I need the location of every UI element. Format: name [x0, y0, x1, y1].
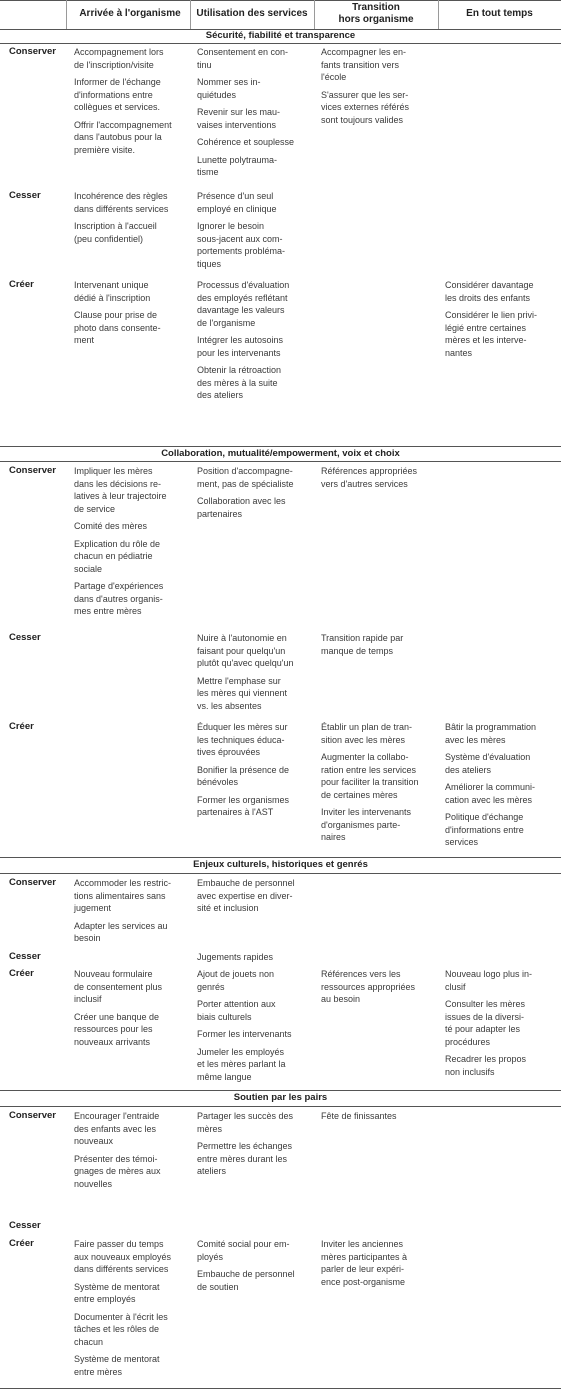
cell-item: Encourager l'entraide des enfants avec les nouveaux	[74, 1111, 160, 1146]
cell-item: Partage d'expériences dans d'autres organis- mes entre mères	[74, 581, 164, 616]
table-cell	[74, 279, 192, 352]
cell-item: Consulter les mères issues de la diversi- té pour adapter les procédures	[445, 999, 526, 1047]
table-cell	[321, 721, 437, 849]
cell-item: Créer une banque de ressources pour les nouveaux arrivants	[74, 1011, 160, 1047]
row-label-conserver: Conserver	[9, 465, 56, 476]
column-divider	[190, 0, 191, 29]
column-divider	[314, 0, 315, 29]
cell-item: Système de mentorat entre mères	[74, 1354, 160, 1377]
table-cell	[197, 968, 315, 1088]
cell-item: Système de mentorat entre employés	[74, 1281, 160, 1304]
table-cell	[445, 721, 557, 854]
table-cell	[74, 465, 192, 623]
row-label-conserver: Conserver	[9, 1110, 56, 1121]
cell-item: Augmenter la collabo- ration entre les services pour faciliter la transition de certaines mères	[321, 752, 419, 800]
cell-item: Inviter les intervenants d'organismes parte- naires	[321, 807, 412, 842]
column-divider	[66, 0, 67, 29]
section-rule	[0, 43, 561, 44]
column-header-anytime: En tout temps	[466, 8, 533, 19]
section-rule	[0, 446, 561, 447]
table-cell	[74, 877, 192, 950]
cell-item: Politique d'échange d'informations entre services	[445, 812, 524, 847]
cell-item: Présence d'un seul employé en clinique	[197, 191, 277, 214]
table-cell	[321, 465, 437, 495]
cell-item: Partager les succès des mères	[197, 1111, 294, 1134]
cell-item: Informer de l'échange d'informations entre collègues et services.	[74, 77, 161, 112]
cell-item: Ajout de jouets non genrés	[197, 969, 275, 992]
table-cell	[74, 46, 192, 161]
cell-item: Obtenir la rétroaction des mères à la suite des ateliers	[197, 365, 282, 400]
table-cell	[197, 877, 315, 920]
cell-item: Intégrer les autosoins pour les intervenants	[197, 335, 284, 358]
row-label-cesser: Cesser	[9, 190, 41, 201]
cell-item: Incohérence des règles dans différents services	[74, 191, 169, 214]
column-header-services: Utilisation des services	[196, 8, 308, 19]
cell-item: Références appropriées vers d'autres services	[321, 466, 418, 489]
table-top-rule	[0, 0, 561, 1]
cell-item: Former les intervenants	[197, 1029, 292, 1039]
cell-item: Références vers les ressources appropriées au besoin	[321, 969, 416, 1004]
cell-item: Revenir sur les mau- vaises interventions	[197, 107, 281, 130]
cell-item: Ignorer le besoin sous-jacent aux com- portements probléma- tiques	[197, 221, 286, 269]
cell-item: Former les organismes partenaires à l'AST	[197, 794, 290, 817]
cell-item: Accompagnement lors de l'inscription/visite	[74, 47, 164, 70]
section-title: Collaboration, mutualité/empowerment, voix et choix	[161, 448, 400, 459]
cell-item: S'assurer que les ser- vices externes référés sont toujours valides	[321, 89, 410, 125]
table-bottom-rule	[0, 1388, 561, 1389]
cell-item: Nommer ses in- quiétudes	[197, 77, 261, 100]
row-label-cesser: Cesser	[9, 951, 41, 962]
cell-item: Embauche de personnel de soutien	[197, 1269, 295, 1292]
table-cell	[197, 951, 315, 969]
row-label-cesser: Cesser	[9, 1220, 41, 1231]
cell-item: Améliorer la communi- cation avec les mères	[445, 782, 536, 805]
table-cell	[321, 968, 437, 1011]
row-label-creer: Créer	[9, 279, 34, 290]
cell-item: Système d'évaluation des ateliers	[445, 752, 531, 775]
cell-item: Jumeler les employés et les mères parlant la même langue	[197, 1046, 286, 1082]
table-cell	[197, 721, 315, 824]
section-rule	[0, 1090, 561, 1091]
cell-item: Recadrer les propos non inclusifs	[445, 1054, 527, 1077]
cell-item: Bonifier la présence de bénévoles	[197, 764, 290, 787]
cell-item: Présenter des témoi- gnages de mères aux nouvelles	[74, 1153, 161, 1189]
row-label-conserver: Conserver	[9, 877, 56, 888]
table-cell	[321, 46, 437, 131]
cell-item: Nuire à l'autonomie en faisant pour quelqu'un plutôt qu'avec quelqu'un	[197, 633, 294, 668]
cell-item: Faire passer du temps aux nouveaux employés dans différents services	[74, 1239, 172, 1274]
table-cell	[197, 279, 315, 407]
table-cell	[321, 632, 437, 662]
column-header-arrival: Arrivée à l'organisme	[79, 8, 181, 19]
cell-item: Explication du rôle de chacun en pédiatrie sociale	[74, 538, 161, 574]
cell-item: Fête de finissantes	[321, 1111, 397, 1121]
cell-item: Position d'accompagne- ment, pas de spécialiste	[197, 466, 294, 489]
cell-item: Lunette polytrauma- tisme	[197, 154, 278, 177]
section-rule	[0, 461, 561, 462]
column-header-transition: Transition hors organisme	[338, 2, 414, 25]
column-divider	[438, 0, 439, 29]
section-rule	[0, 873, 561, 874]
cell-item: Permettre les échanges entre mères durant les ateliers	[197, 1141, 293, 1176]
cell-item: Transition rapide par manque de temps	[321, 633, 404, 656]
cell-item: Collaboration avec les partenaires	[197, 496, 286, 519]
table-cell	[197, 1238, 315, 1298]
table-cell	[74, 190, 192, 250]
table-cell	[74, 1110, 192, 1195]
table-cell	[197, 46, 315, 184]
table-cell	[197, 465, 315, 525]
cell-item: Considérer davantage les droits des enfants	[445, 280, 534, 303]
cell-item: Établir un plan de tran- sition avec les mères	[321, 722, 413, 745]
cell-item: Inviter les anciennes mères participantes à parler de leur expéri- ence post-organisme	[321, 1239, 408, 1287]
table-cell	[74, 968, 192, 1053]
table-cell	[197, 1110, 315, 1183]
cell-item: Éduquer les mères sur les techniques éduca- tives éprouvées	[197, 722, 288, 757]
cell-item: Comité social pour em- ployés	[197, 1239, 290, 1262]
cell-item: Comité des mères	[74, 521, 148, 531]
cell-item: Inscription à l'accueil (peu confidentiel)	[74, 221, 157, 244]
section-title: Enjeux culturels, historiques et genrés	[193, 859, 368, 870]
cell-item: Offrir l'accompagnement dans l'autobus pour la première visite.	[74, 119, 172, 155]
cell-item: Porter attention aux biais culturels	[197, 999, 276, 1022]
section-title: Soutien par les pairs	[233, 1092, 328, 1103]
cell-item: Considérer le lien privi- légié entre certaines mères et les interve- nantes	[445, 310, 538, 358]
row-label-creer: Créer	[9, 968, 34, 979]
cell-item: Documenter à l'écrit les tâches et les rôles de chacun	[74, 1311, 168, 1347]
row-label-creer: Créer	[9, 721, 34, 732]
cell-item: Bâtir la programmation avec les mères	[445, 722, 537, 745]
section-rule	[0, 1106, 561, 1107]
table-cell	[321, 1238, 437, 1293]
cell-item: Adapter les services au besoin	[74, 920, 168, 943]
section-rule	[0, 857, 561, 858]
cell-item: Processus d'évaluation des employés reflétant davantage les valeurs de l'organisme	[197, 280, 290, 328]
row-label-conserver: Conserver	[9, 46, 56, 57]
cell-item: Jugements rapides	[197, 952, 274, 962]
row-label-creer: Créer	[9, 1238, 34, 1249]
row-label-cesser: Cesser	[9, 632, 41, 643]
table-cell	[445, 279, 557, 364]
table-cell	[197, 190, 315, 275]
cell-item: Consentement en con- tinu	[197, 47, 289, 70]
table-cell	[197, 632, 315, 717]
table-cell	[321, 1110, 437, 1128]
section-title: Sécurité, fiabilité et transparence	[205, 30, 356, 41]
cell-item: Intervenant unique dédié à l'inscription	[74, 280, 151, 303]
table-cell	[445, 968, 557, 1083]
cell-item: Mettre l'emphase sur les mères qui viennent vs. les absentes	[197, 675, 288, 711]
table-cell	[74, 1238, 192, 1383]
cell-item: Accompagner les en- fants transition vers l'école	[321, 47, 407, 82]
cell-item: Nouveau logo plus in- clusif	[445, 969, 533, 992]
cell-item: Embauche de personnel avec expertise en diver- sité et inclusion	[197, 878, 295, 913]
cell-item: Accommoder les restric- tions alimentaires sans jugement	[74, 878, 172, 913]
cell-item: Nouveau formulaire de consentement plus inclusif	[74, 969, 163, 1004]
cell-item: Impliquer les mères dans les décisions re- latives à leur trajectoire de service	[74, 466, 167, 514]
cell-item: Cohérence et souplesse	[197, 137, 295, 147]
cell-item: Clause pour prise de photo dans consente- ment	[74, 310, 161, 345]
